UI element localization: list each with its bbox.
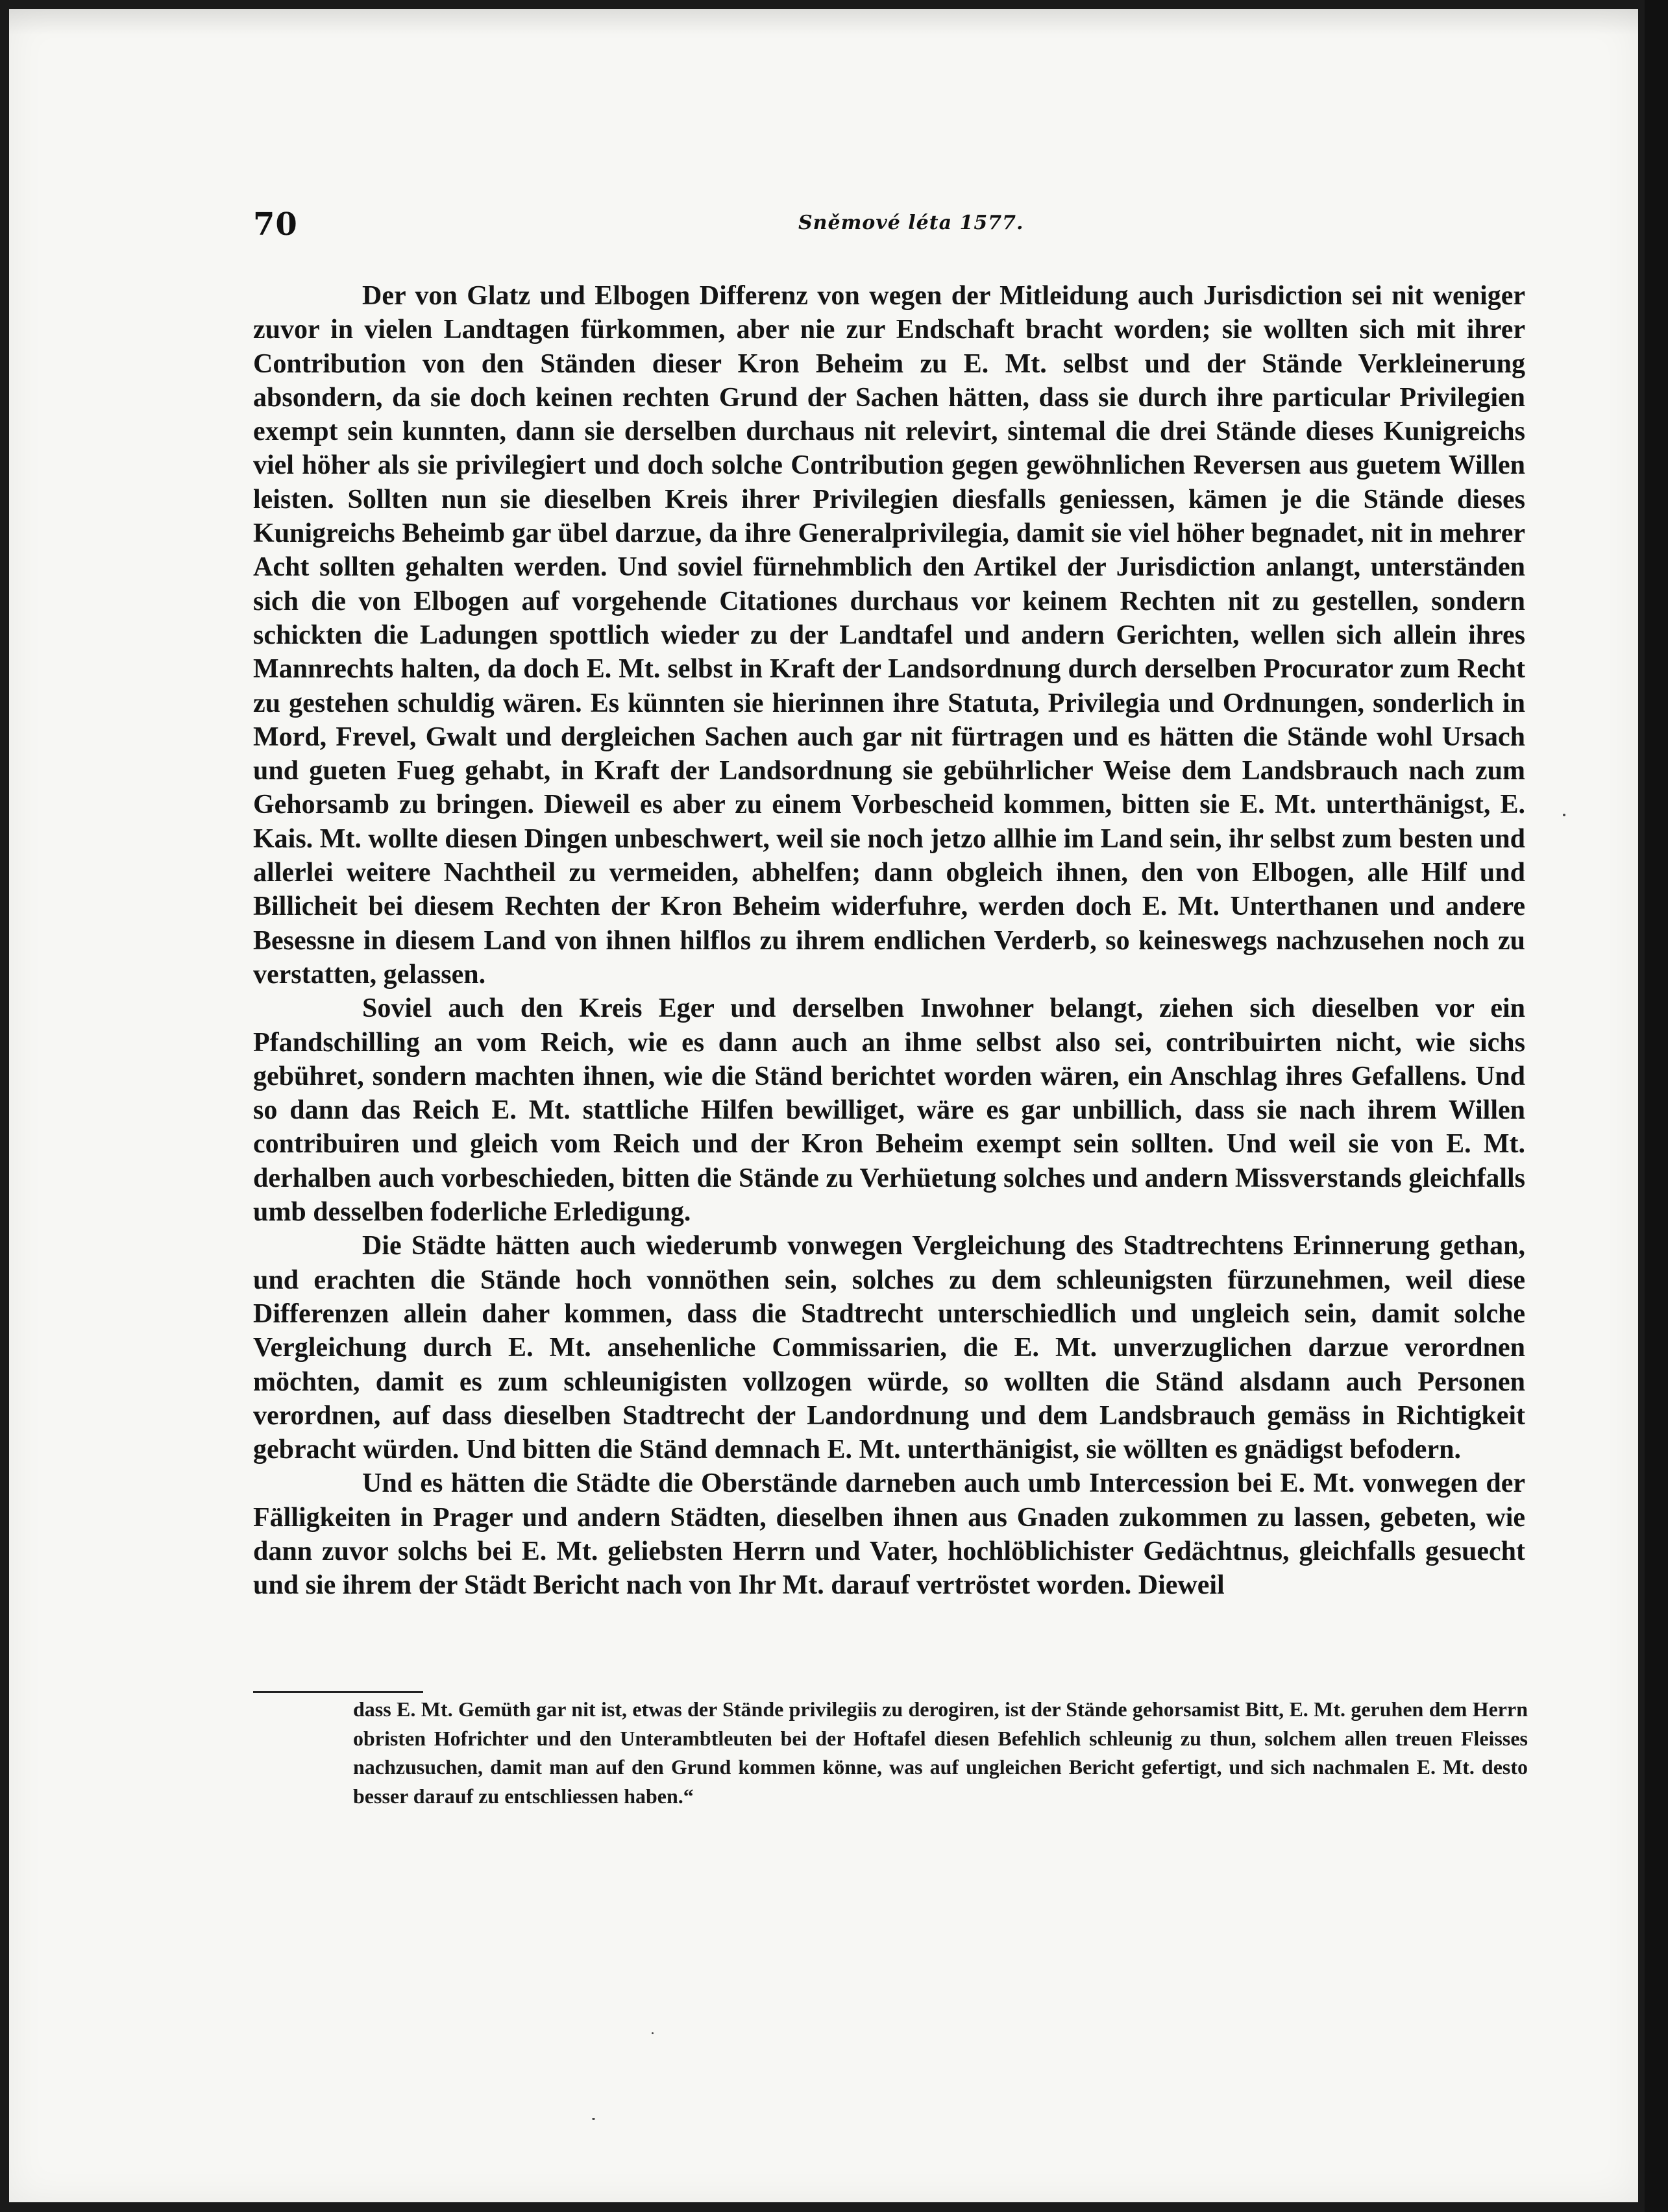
footnote-rule bbox=[253, 1691, 423, 1693]
paragraph: Soviel auch den Kreis Eger und derselben Inwohner belangt, ziehen sich dieselben vor ein Pfandschilling an vom Reich, wie es dann auch an ihme selbst also sei, contribuirten nicht, wie sichs gebühret, sondern machten ihnen, wie die Ständ berichtet worden wären, ein Anschlag ihres Gefallens. Und so dann das Reich E. Mt. stattliche Hilfen bewilliget, wäre es gar unbillich, dass sie nach ihrem Willen contribuiren und gleich vom Reich und der Kron Beheim exempt sein sollten. Und weil sie von E. Mt. derhalben auch vorbeschieden, bitten die Stände zu Verhüetung solches und andern Missverstands gleichfalls umb desselben foderliche Erledigung. bbox=[253, 993, 1525, 1228]
scan-speck bbox=[592, 2118, 595, 2120]
scan-speck bbox=[652, 2032, 654, 2034]
running-head: Sněmové léta 1577. bbox=[798, 212, 1024, 234]
paragraph: Die Städte hätten auch wiederumb vonwegen Vergleichung des Stadtrechtens Erinnerung gethan, und erachten die Stände hoch vonnöthen sein, solches zu dem schleunigsten fürzunehmen, weil diese Differenzen allein daher kommen, dass die Stadtrecht unterschiedlich und ungleich sein, damit solche Vergleichung durch E. Mt. ansehenliche Commissarien, die E. Mt. unverzuglichen darzue verordnen möchten, damit es zum schleunigisten vollzogen würde, so wollten die Ständ alsdann auch Personen verordnen, auf dass dieselben Stadtrecht der Landordnung und dem Landsbrauch gemäss in Richtigkeit gebracht würden. Und bitten die Ständ demnach E. Mt. unterthänigist, sie wöllten es gnädigst befodern. bbox=[253, 1231, 1525, 1465]
footnote bbox=[353, 1695, 1528, 1810]
paragraph: Der von Glatz und Elbogen Differenz von wegen der Mitleidung auch Jurisdiction sei nit weniger zuvor in vielen Landtagen fürkommen, aber nie zur Endschaft bracht worden; sie wollten sich mit ihrer Contribution von den Ständen dieser Kron Beheim zu E. Mt. selbst und der Stände Verkleinerung absondern, da sie doch keinen rechten Grund der Sachen hätten, dass sie durch ihre particular Privilegien exempt sein kunnten, dann sie derselben durchaus nit relevirt, sintemal die drei Stände dieses Kunigreichs viel höher als sie privilegiert und doch solche Contribution gegen gewöhnlichen Reversen aus guetem Willen leisten. Sollten nun sie dieselben Kreis ihrer Privilegien diesfalls geniessen, kämen je die Stände dieses Kunigreichs Beheimb gar übel darzue, da ihre Generalprivilegia, damit sie viel höher begnadet, nit in mehrer Acht sollten gehalten werden. Und soviel fürnehmblich den Artikel der Jurisdiction anlangt, unterständen sich die von Elbogen auf vorgehende Citationes durchaus vor keinem Rechten nit zu gestellen, sondern schickten die Ladungen spottlich wieder zu der Landtafel und andern Gerichten, wellen sich allein ihres Mannrechts halten, da doch E. Mt. selbst in Kraft der Landsordnung durch derselben Procurator zum Recht zu gestehen schuldig wären. Es künnten sie hierinnen ihre Statuta, Privilegia und Ordnungen, sonderlich in Mord, Frevel, Gwalt und dergleichen Sachen auch gar nit fürtragen und es hätten die Stände wohl Ursach und gueten Fueg gehabt, in Kraft der Landsordnung sie gebührlicher Weise dem Landsbrauch nach zum Gehorsamb zu bringen. Dieweil es aber zu einem Vorbescheid kommen, bitten sie E. Mt. unterthänigst, E. Kais. Mt. wollte diesen Dingen unbeschwert, weil sie noch jetzo allhie im Land sein, ihr selbst zum besten und allerlei weitere Nachtheil zu vermeiden, abhelfen; dann obgleich ihnen, den von Elbogen, alle Hilf und Billicheit bei diesem Rechten der Kron Beheim widerfuhre, werden doch E. Mt. Unterthanen und andere Besessne in diesem Land von ihnen hilflos zu ihrem endlichen Verderb, so keineswegs nachzusehen noch zu verstatten, gelassen. bbox=[253, 281, 1525, 990]
scan-speck bbox=[1563, 814, 1565, 816]
page-number: 70 bbox=[253, 206, 298, 243]
scan-shadow bbox=[9, 9, 1638, 35]
page-header bbox=[253, 206, 1525, 258]
footnote-text: dass E. Mt. Gemüth gar nit ist, etwas der Stände privilegiis zu derogiren, ist der Stände gehorsamist Bitt, E. Mt. geruhen dem Herrn obristen Hofrichter und den Unterambtleuten bei der Hoftafel diesen Befehlich schleunig zu thun, solchem allen treuen Fleisses nachzusuchen, damit man auf den Grund kommen könne, was auf ungleichen Bericht gefertigt, und sich nachmalen E. Mt. desto besser darauf zu entschliessen haben.“ bbox=[353, 1697, 1528, 1808]
main-text bbox=[253, 279, 1525, 1603]
scan-border bbox=[1645, 0, 1668, 2212]
paragraph: Und es hätten die Städte die Oberstände darneben auch umb Intercession bei E. Mt. vonwegen der Fälligkeiten in Prager und andern Städten, dieselben ihnen aus Gnaden zukommen zu lassen, gebeten, wie dann zuvor solchs bei E. Mt. geliebsten Herrn und Vater, hochlöblichister Gedächtnus, gleichfalls gesuecht und sie ihrem der Städt Bericht nach von Ihr Mt. darauf vertröstet worden. Dieweil bbox=[253, 1468, 1525, 1601]
